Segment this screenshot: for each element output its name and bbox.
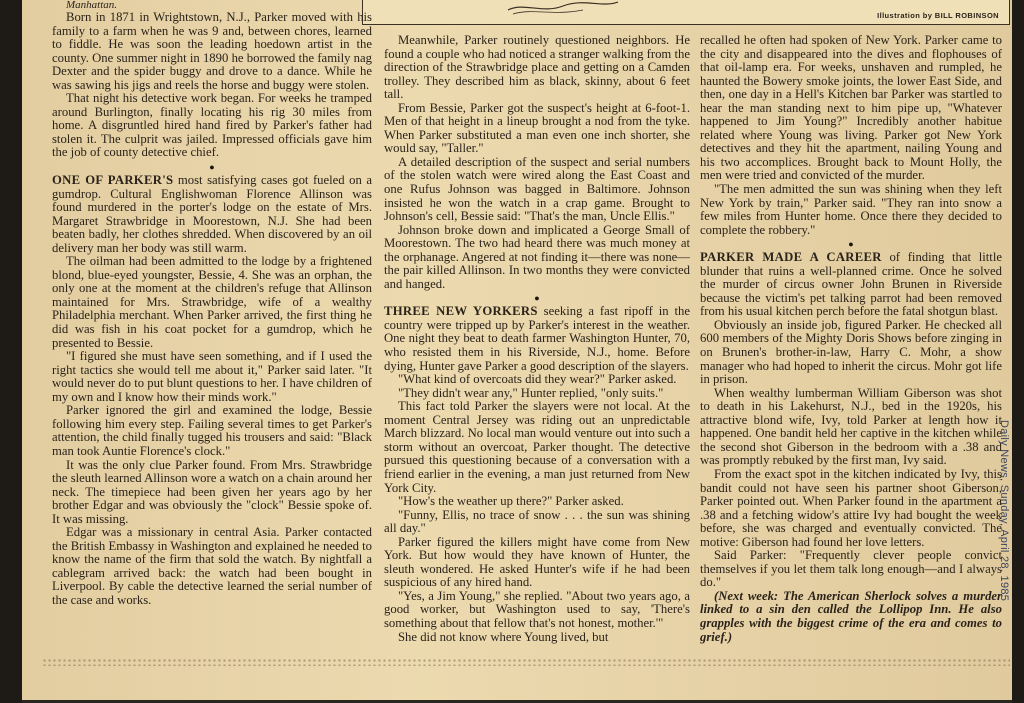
section-lead	[384, 305, 690, 373]
paragraph: She did not know where Young lived, but	[398, 629, 609, 644]
paragraph: "I figured she must have seen something, and if I used the right tactics she would tell me about it," Parker said later. "It would never do to put blunt questions to her. I have children of my own and I know how their minds work."	[52, 349, 372, 404]
paragraph: The oilman had been admitted to the lodge by a frightened blond, blue-eyed youngster, Bessie, 4. She was an orphan, the only one at the moment at the children's refuge that Allinson maintained for Mrs. Strawbridge, wife of a wealthy Philadelphia merchant. When Parker arrived, the first thing he did was fish in his coat pocket for a gumdrop, which he presented to Bessie.	[52, 254, 372, 350]
paragraph: Edgar was a missionary in central Asia. Parker contacted the British Embassy in Washington and explained he needed to know the name of the firm that sold the watch. By nightfall a cablegram arrived back: the watch had been bought in Liverpool. By cable the detective learned the serial number of the case and works.	[52, 525, 372, 607]
paragraph: "What kind of overcoats did they wear?" Parker asked.	[398, 372, 677, 387]
dateline: Daily News, Sunday, April 28, 1985	[998, 420, 1010, 602]
paragraph: "Yes, a Jim Young," she replied. "About two years ago, a good worker, but Washington used to say, 'There's something about that fellow that's not honest, mother.'"	[384, 588, 690, 630]
paragraph: Obviously an inside job, figured Parker. He checked all 600 members of the Mighty Doris Shows before zinging in on Brunen's brother-in-law, Harry C. Mohr, a show manager who had hoped to inherit the circus. Mohr got life in prison.	[700, 317, 1002, 387]
kicker-text: Manhattan.	[66, 0, 118, 11]
next-week-note: (Next week: The American Sherlock solves a murder linked to a sin den called the Lollipop Inn. He also grapples with the biggest crime of the era and comes to grief.)	[700, 588, 1002, 644]
illustration-frame	[362, 0, 1010, 25]
paragraph: Meanwhile, Parker routinely questioned neighbors. He found a couple who had noticed a stranger walking from the direction of the Strawbridge place and getting on a Camden trolley. They described him as black, skinny, about 6 feet tall.	[384, 34, 690, 102]
paragraph: A detailed description of the suspect and serial numbers of the stolen watch were wired along the East Coast and one Rufus Johnson was bagged in Baltimore. Johnson insisted he won the watch in a crap game. Brought to Johnson's cell, Bessie said: "That's the man, Uncle Ellis."	[384, 154, 690, 224]
subhead-text: of finding that little blunder that ruins a well-planned crime. Once he solved the murder of circus owner John Brunen in Riverside because the victim's pet talking parrot had been removed from his usual kitchen perch before the fatal shotgun blast.	[700, 250, 1002, 319]
illustration-credit: Illustration by BILL ROBINSON	[877, 11, 999, 20]
paragraph: "Funny, Ellis, no trace of snow . . . the sun was shining all day."	[384, 507, 690, 536]
section-lead	[700, 251, 1002, 319]
paragraph: From the exact spot in the kitchen indicated by Ivy, this bandit could not have seen his partner shoot Giberson, Parker pointed out. When Parker found in the apartment a .38 and a fetching widow's attire Ivy had bought the week before, she was charged and eventually convicted. The motive: Giberson had found her love letters.	[700, 466, 1002, 549]
paragraph: "How's the weather up there?" Parker asked.	[398, 494, 624, 509]
paragraph: Parker figured the killers might have come from New York. But how would they have known of Hunter, the sleuth wondered. He asked Hunter's wife if he had been suspicious of any hired hand.	[384, 534, 690, 590]
paragraph: Parker ignored the girl and examined the lodge, Bessie following him every step. Failing several times to get Parker's attention, the child finally tugged his trousers and said: "Black man took Auntie Florence's clock."	[52, 403, 372, 458]
section-bullet: ●	[209, 162, 215, 173]
section-bullet: ●	[534, 293, 540, 304]
paragraph: Johnson broke down and implicated a George Small of Moorestown. The two had heard there was much money at the orphanage. Angered at not finding it—there was none—the pair killed Allinson. In two months they were convicted and hanged.	[384, 222, 690, 291]
paragraph: When wealthy lumberman William Giberson was shot to death in his Lakehurst, N.J., bed in the 1920s, his attractive blond wife, Ivy, told Parker at length how it happened. One bandit held her captive in the kitchen while the second shot Giberson in the bedroom with a .38 and was promptly rebuked by the first man, Ivy said.	[700, 385, 1002, 468]
paragraph: "They didn't wear any," Hunter replied, "only suits."	[398, 385, 664, 400]
paragraph: Said Parker: "Frequently clever people convict themselves if you let them talk long enough—and I always do."	[700, 548, 1002, 590]
paragraph: recalled he often had spoken of New York. Parker came to the city and disappeared into the dives and flophouses of that oil-lamp era. For weeks, unshaven and rumpled, he haunted the Bowery smoke joints, the lower East Side, and then, one day in a Hell's Kitchen bar Parker was startled to hear the man standing next to him pipe up, "Whatever happened to Jim Young?" Incredibly another habitue related where Young was living. Parker got New York detectives and they hit the apartment, nailing Young and his two accomplices. Brought back to Mount Holly, the men were tried and convicted of the murder.	[700, 34, 1002, 183]
illustration-sketch	[503, 0, 623, 16]
newspaper-clipping	[22, 0, 1012, 700]
paragraph: It was the only clue Parker found. From Mrs. Strawbridge the sleuth learned Allinson wore a watch on a chain around her neck. The timepiece had been given her years ago by her brother Edgar and was obviously the "clock" Bessie spoke of. It was missing.	[52, 457, 372, 526]
perforation-line	[42, 658, 1010, 666]
scan-background-right	[1012, 0, 1024, 703]
column-2	[384, 34, 690, 700]
section-lead	[52, 174, 372, 255]
paragraph: From Bessie, Parker got the suspect's height at 6-foot-1. Men of that height in a lineup brought a nod from the tyke. When Parker substituted a man even one inch shorter, she would say, "Taller."	[384, 100, 690, 156]
column-3	[700, 34, 1002, 700]
paragraph: This fact told Parker the slayers were not local. At the moment Central Jersey was riding out an unpredictable March blizzard. No local man would venture out into such a storm without an overcoat, Parker thought. The detective pursued this questioning because of a conversation with a friend earlier in the evening, a man just returned from New York City.	[384, 399, 690, 495]
subhead: THREE NEW YORKERS	[384, 304, 538, 319]
paragraph: That night his detective work began. For weeks he tramped around Burlington, finally locating his rig 30 miles from home. A disgruntled hired hand fired by Parker's father had stolen it. The culprit was jailed. Impressed officials gave him the job of county detective chief.	[52, 91, 372, 160]
paragraph: "The men admitted the sun was shining when they left New York by train," Parker said. "They ran into snow a few miles from Hunter home. Once there they decided to complete the robbery."	[700, 182, 1002, 237]
subhead-text: seeking a fast ripoff in the country were tripped up by Parker's interest in the weather. One night they beat to death farmer Washington Hunter, 70, who resisted them in his Riverside, N.J., home. Before dying, Hunter gave Parker a good description of the slayers.	[384, 304, 690, 373]
column-1	[52, 0, 372, 700]
paragraph: Born in 1871 in Wrightstown, N.J., Parker moved with his family to a farm when he was 9 and, between chores, learned to fiddle. He was soon the leading hoedown artist in the county. One summer night in 1890 he borrowed the family nag Dexter and the spider buggy and drove to a dance. While he was sawing his jigs and reels the horse and buggy were stolen.	[52, 10, 372, 92]
subhead: ONE OF PARKER'S	[52, 173, 174, 188]
scan-background-left	[0, 0, 22, 703]
subhead-text: most satisfying cases got fueled on a gumdrop. Cultural Englishwoman Florence Allinson was found murdered in the porter's lodge on the estate of Mrs. Margaret Strawbridge in Moorestown, N.J. She had been beaten badly, her clothes shredded. When discovered by an oil delivery man her body was still warm.	[52, 173, 372, 255]
section-bullet: ●	[848, 239, 854, 250]
subhead: PARKER MADE A CAREER	[700, 250, 882, 265]
